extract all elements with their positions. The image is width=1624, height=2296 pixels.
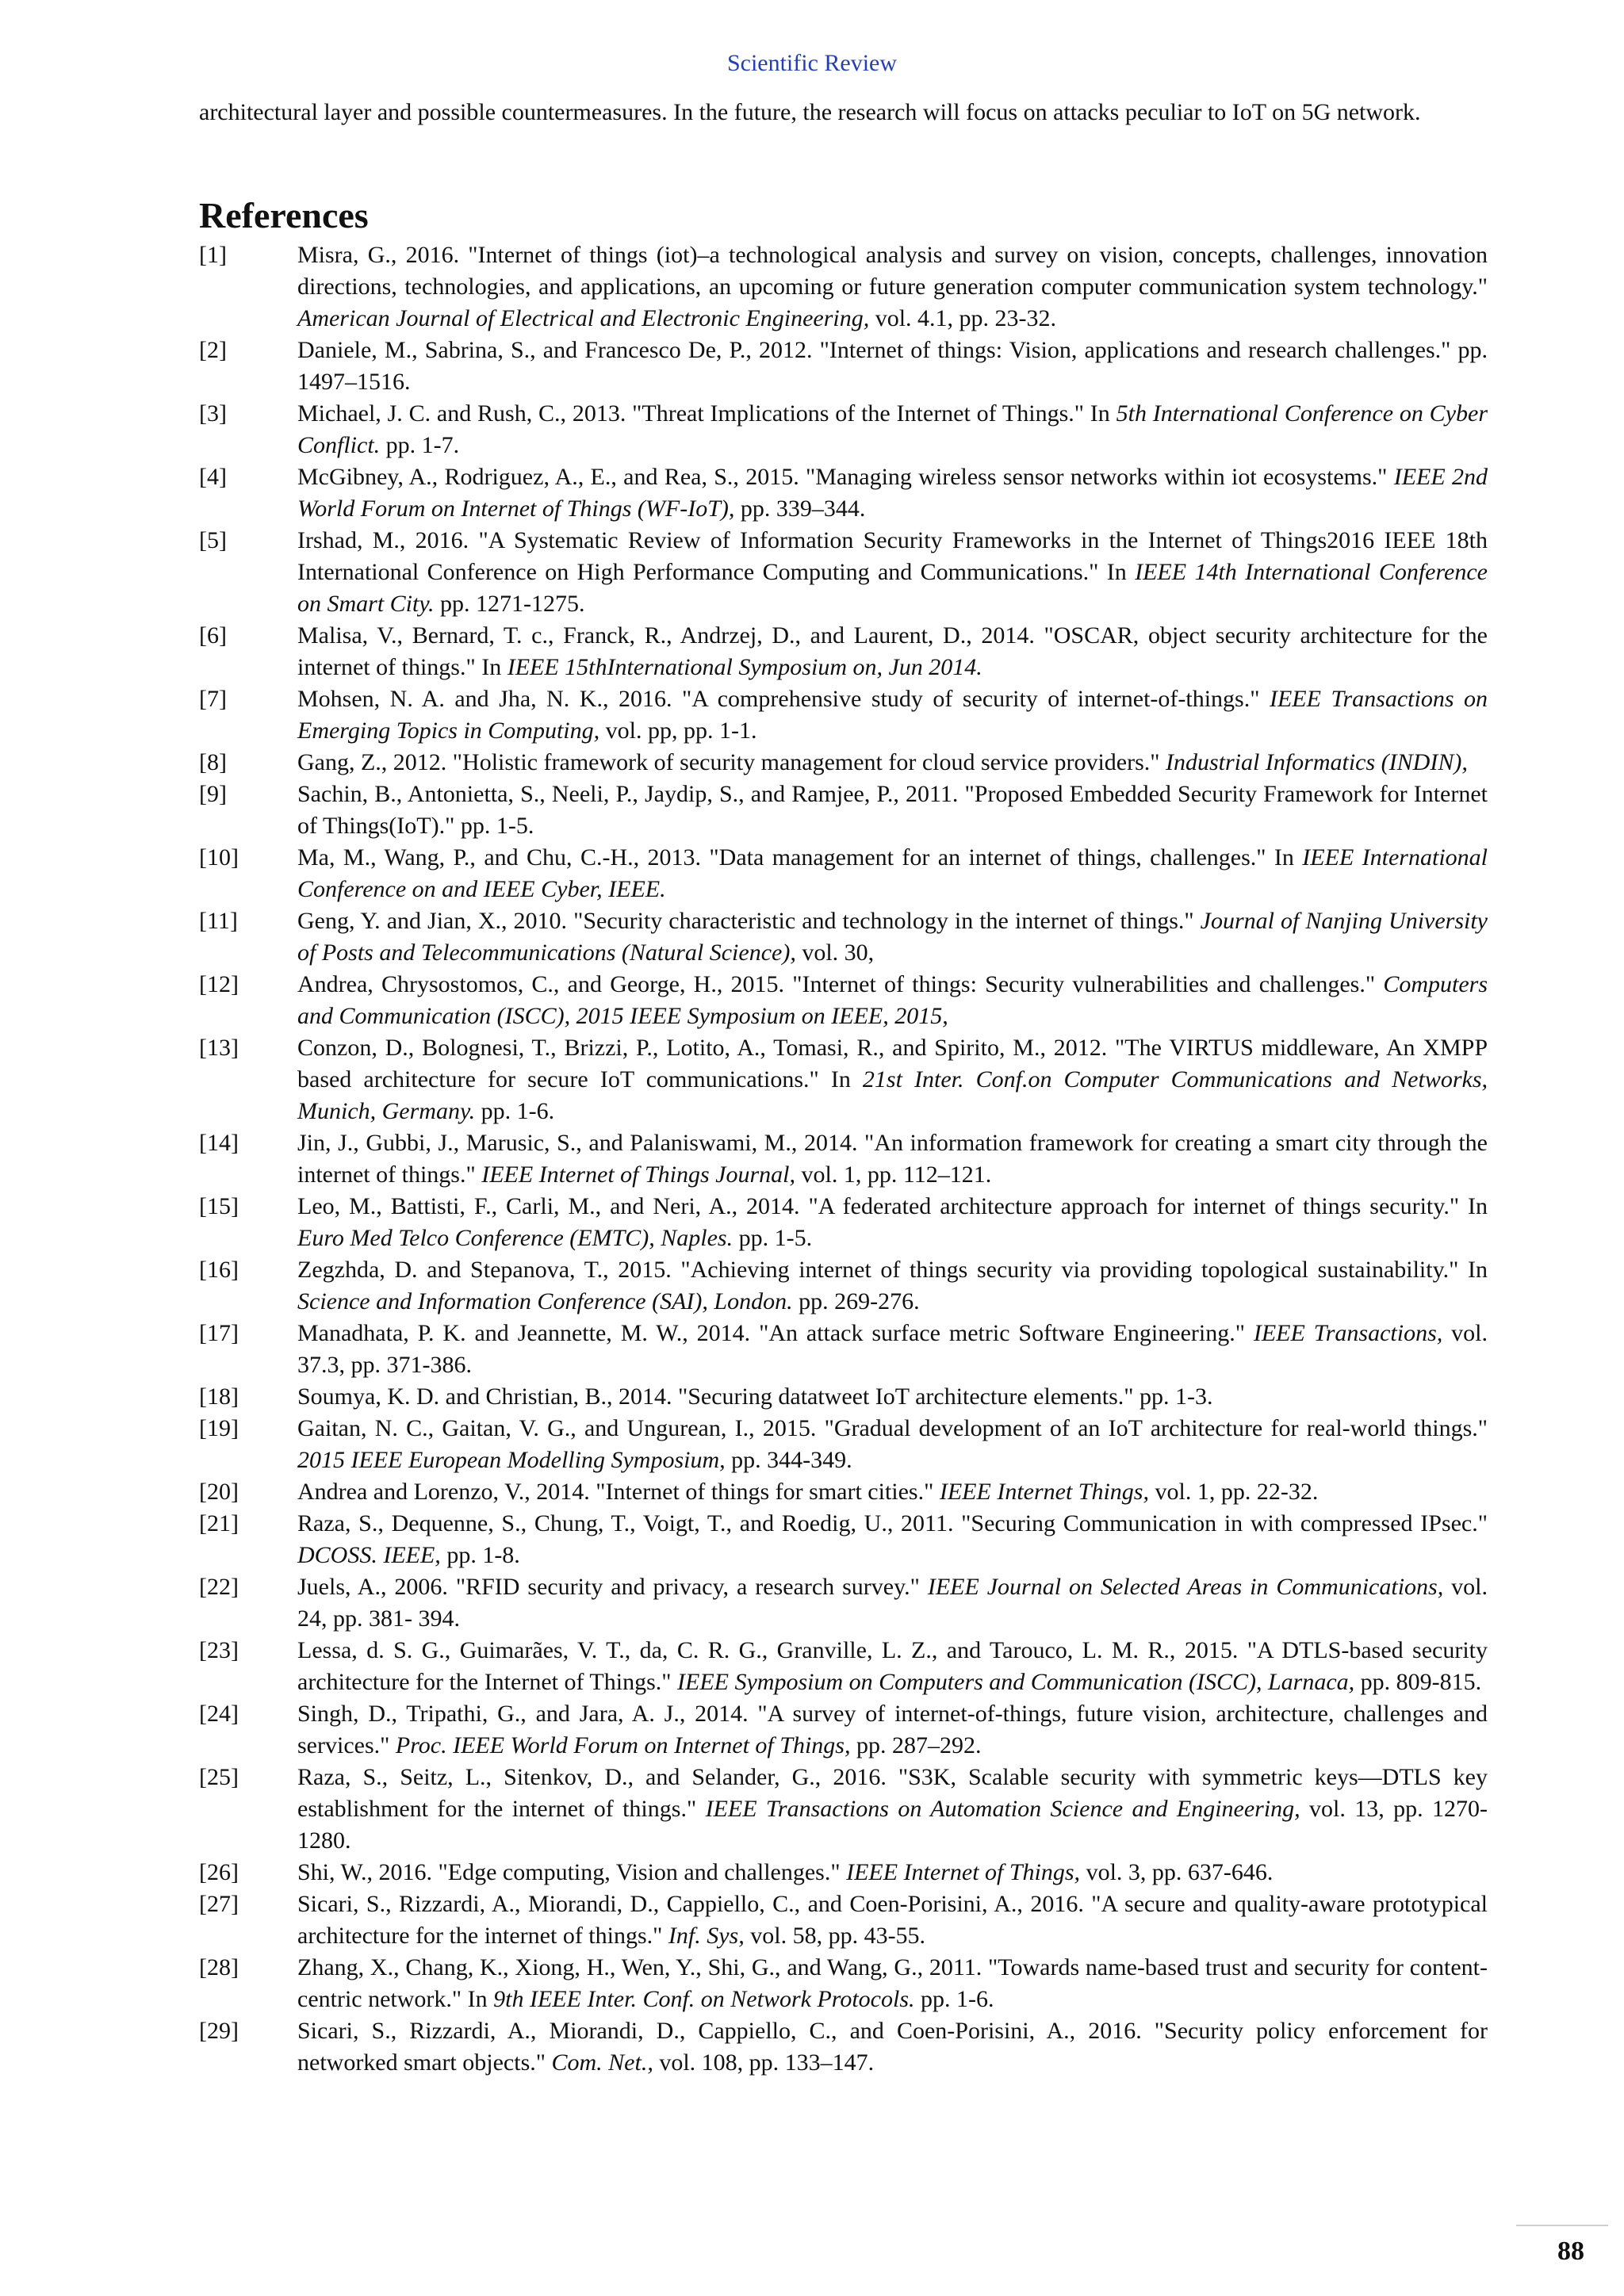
reference-number: [15] (199, 1193, 239, 1219)
reference-item (199, 1888, 1488, 1952)
reference-number: [16] (199, 1257, 239, 1283)
journal-header: Scientific Review (726, 50, 898, 76)
reference-pages: pp. 287–292. (850, 1732, 982, 1758)
reference-text (297, 525, 1488, 620)
intro-paragraph: architectural layer and possible countermeasures. In the future, the research will focus on attacks peculiar to IoT on 5G network. (199, 99, 1421, 125)
reference-venue: Com. Net., (551, 2049, 653, 2076)
reference-item (199, 239, 1488, 335)
reference-citation: Daniele, M., Sabrina, S., and Francesco De, P., 2012. "Internet of things: Vision, applications and research challenges." pp. 1497–1516. (297, 337, 1488, 395)
reference-citation: Raza, S., Seitz, L., Sitenkov, D., and Selander, G., 2016. "S3K, Scalable security with symmetric keys—DTLS key establishment for the internet of things." (297, 1764, 1488, 1822)
reference-item (199, 1191, 1488, 1254)
reference-item (199, 969, 1488, 1032)
reference-item (199, 1381, 1488, 1413)
reference-citation: Mohsen, N. A. and Jha, N. K., 2016. "A comprehensive study of security of internet-of-things." (297, 686, 1270, 712)
reference-text (297, 747, 1488, 779)
reference-text (297, 1571, 1488, 1635)
reference-item (199, 461, 1488, 525)
reference-citation: Gang, Z., 2012. "Holistic framework of security management for cloud service providers." (297, 749, 1166, 775)
footer-divider (1516, 2225, 1608, 2226)
reference-pages: vol. 24, pp. 381- 394. (297, 1574, 1488, 1632)
reference-text (297, 1888, 1488, 1952)
reference-pages: vol. 108, pp. 133–147. (653, 2049, 875, 2076)
reference-number: [9] (199, 781, 227, 807)
reference-venue: IEEE Journal on Selected Areas in Communications, (927, 1574, 1444, 1600)
reference-item (199, 747, 1488, 779)
reference-citation: Lessa, d. S. G., Guimarães, V. T., da, C. R. G., Granville, L. Z., and Tarouco, L. M. R., 2015. "A DTLS-based security architecture for the Internet of Things." (297, 1637, 1488, 1695)
reference-item (199, 2015, 1488, 2079)
reference-text (297, 1127, 1488, 1191)
reference-item (199, 779, 1488, 842)
reference-venue: Euro Med Telco Conference (EMTC), Naples. (297, 1225, 733, 1251)
reference-item (199, 1476, 1488, 1508)
reference-item (199, 1254, 1488, 1318)
reference-pages: pp. 809-815. (1354, 1669, 1482, 1695)
reference-citation: Ma, M., Wang, P., and Chu, C.-H., 2013. "Data management for an internet of things, challenges." In (297, 844, 1303, 871)
reference-citation: Geng, Y. and Jian, X., 2010. "Security characteristic and technology in the internet of things." (297, 908, 1201, 934)
reference-citation: Michael, J. C. and Rush, C., 2013. "Threat Implications of the Internet of Things." In (297, 400, 1116, 427)
reference-item (199, 335, 1488, 398)
reference-pages: pp. 344-349. (725, 1447, 852, 1473)
reference-venue: Science and Information Conference (SAI), London. (297, 1288, 793, 1314)
reference-number: [6] (199, 622, 227, 649)
reference-number: [13] (199, 1035, 239, 1061)
reference-number: [11] (199, 908, 238, 934)
reference-number: [21] (199, 1510, 239, 1536)
reference-number: [14] (199, 1130, 239, 1156)
reference-venue: IEEE Symposium on Computers and Communication (ISCC), Larnaca, (677, 1669, 1355, 1695)
reference-item (199, 398, 1488, 461)
reference-item (199, 905, 1488, 969)
reference-pages: vol. 4.1, pp. 23-32. (869, 305, 1057, 331)
reference-venue: 5th International Conference on Cyber Conflict. (297, 400, 1488, 458)
reference-item (199, 1318, 1488, 1381)
reference-number: [28] (199, 1954, 239, 1980)
reference-number: [26] (199, 1859, 239, 1885)
reference-citation: Malisa, V., Bernard, T. c., Franck, R., Andrzej, D., and Laurent, D., 2014. "OSCAR, object security architecture for the internet of things." In (297, 622, 1488, 680)
reference-pages: vol. 37.3, pp. 371-386. (297, 1320, 1488, 1378)
reference-venue: Journal of Nanjing University of Posts and Telecommunications (Natural Science), (297, 908, 1488, 966)
reference-item (199, 683, 1488, 747)
reference-text (297, 969, 1488, 1032)
reference-text (297, 1318, 1488, 1381)
reference-pages: vol. 1, pp. 112–121. (795, 1161, 992, 1188)
reference-number: [24] (199, 1701, 239, 1727)
reference-venue: IEEE Internet Things, (939, 1479, 1149, 1505)
reference-venue: Proc. IEEE World Forum on Internet of Things, (395, 1732, 851, 1758)
reference-number: [5] (199, 527, 227, 553)
reference-item (199, 1127, 1488, 1191)
reference-text (297, 335, 1488, 398)
reference-citation: Leo, M., Battisti, F., Carli, M., and Neri, A., 2014. "A federated architecture approach for internet of things security." In (297, 1193, 1488, 1219)
reference-pages: pp. 1-8. (440, 1542, 520, 1568)
reference-citation: Sicari, S., Rizzardi, A., Miorandi, D., Cappiello, C., and Coen-Porisini, A., 2016. "A secure and quality-aware prototypical architecture for the internet of things." (297, 1891, 1488, 1949)
reference-venue: IEEE International Conference on and IEEE Cyber, IEEE. (297, 844, 1488, 902)
reference-text (297, 1762, 1488, 1857)
reference-citation: Singh, D., Tripathi, G., and Jara, A. J., 2014. "A survey of internet-of-things, future vision, architecture, challenges and services." (297, 1701, 1488, 1758)
reference-venue: IEEE Transactions on Automation Science and Engineering, (705, 1796, 1300, 1822)
reference-pages: pp. 1-5. (733, 1225, 813, 1251)
reference-venue: Computers and Communication (ISCC), 2015 IEEE Symposium on IEEE, 2015, (297, 971, 1488, 1029)
reference-pages: pp. 1-6. (914, 1986, 994, 2012)
reference-venue: American Journal of Electrical and Electronic Engineering, (297, 305, 870, 331)
reference-number: [4] (199, 464, 227, 490)
reference-venue: DCOSS. IEEE, (297, 1542, 441, 1568)
reference-item (199, 1762, 1488, 1857)
reference-number: [27] (199, 1891, 239, 1917)
reference-citation: Shi, W., 2016. "Edge computing, Vision and challenges." (297, 1859, 847, 1885)
reference-citation: Zegzhda, D. and Stepanova, T., 2015. "Achieving internet of things security via providing topological sustainability." In (297, 1257, 1488, 1283)
reference-venue: IEEE 2nd World Forum on Internet of Things (WF-IoT), (297, 464, 1488, 522)
reference-venue: IEEE Internet of Things, (846, 1859, 1081, 1885)
reference-text (297, 1254, 1488, 1318)
reference-number: [19] (199, 1415, 239, 1441)
reference-citation: Irshad, M., 2016. "A Systematic Review of Information Security Frameworks in the Internet of Things2016 IEEE 18th International Conference on High Performance Computing and Communications." In (297, 527, 1488, 585)
reference-item (199, 1952, 1488, 2015)
reference-citation: Sicari, S., Rizzardi, A., Miorandi, D., Cappiello, C., and Coen-Porisini, A., 2016. "Security policy enforcement for networked smart objects." (297, 2018, 1488, 2076)
reference-pages: vol. 58, pp. 43-55. (744, 1923, 926, 1949)
references-heading: References (199, 195, 369, 235)
reference-citation: Jin, J., Gubbi, J., Marusic, S., and Palaniswami, M., 2014. "An information framework for creating a smart city through the internet of things." (297, 1130, 1488, 1188)
reference-number: [3] (199, 400, 227, 427)
reference-text (297, 239, 1488, 335)
reference-number: [20] (199, 1479, 239, 1505)
page-number: 88 (1557, 2237, 1584, 2266)
reference-number: [29] (199, 2018, 239, 2044)
reference-pages: pp. 269-276. (792, 1288, 920, 1314)
reference-venue: Industrial Informatics (INDIN), (1166, 749, 1468, 775)
reference-item (199, 1635, 1488, 1698)
reference-venue: IEEE Transactions, (1253, 1320, 1443, 1346)
reference-venue: IEEE Transactions on Emerging Topics in Computing, (297, 686, 1488, 744)
reference-text (297, 461, 1488, 525)
reference-text (297, 1857, 1488, 1888)
reference-text (297, 2015, 1488, 2079)
reference-text (297, 1032, 1488, 1127)
reference-number: [1] (199, 242, 227, 268)
reference-text (297, 779, 1488, 842)
reference-item (199, 1857, 1488, 1888)
reference-citation: Juels, A., 2006. "RFID security and privacy, a research survey." (297, 1574, 928, 1600)
reference-text (297, 1952, 1488, 2015)
reference-citation: Sachin, B., Antonietta, S., Neeli, P., Jaydip, S., and Ramjee, P., 2011. "Proposed Embedded Security Framework for Internet of Things(IoT)." pp. 1-5. (297, 781, 1488, 839)
reference-pages: vol. 1, pp. 22-32. (1149, 1479, 1319, 1505)
reference-venue: 2015 IEEE European Modelling Symposium, (297, 1447, 726, 1473)
reference-citation: Andrea, Chrysostomos, C., and George, H., 2015. "Internet of things: Security vulnerabilities and challenges." (297, 971, 1384, 997)
reference-item (199, 620, 1488, 683)
reference-pages: vol. 30, (795, 939, 875, 966)
reference-item (199, 1508, 1488, 1571)
reference-number: [10] (199, 844, 239, 871)
reference-venue: 9th IEEE Inter. Conf. on Network Protocols. (493, 1986, 915, 2012)
reference-venue: 21st Inter. Conf.on Computer Communications and Networks, Munich, Germany. (297, 1066, 1488, 1124)
reference-item (199, 1413, 1488, 1476)
reference-pages: pp. 1-6. (475, 1098, 555, 1124)
reference-text (297, 683, 1488, 747)
reference-number: [2] (199, 337, 227, 363)
references-list (199, 239, 1488, 2079)
reference-citation: Gaitan, N. C., Gaitan, V. G., and Ungurean, I., 2015. "Gradual development of an IoT architecture for real-world things." (297, 1415, 1488, 1441)
reference-text (297, 1698, 1488, 1762)
reference-pages: pp. 1-7. (380, 432, 460, 458)
reference-citation: Raza, S., Dequenne, S., Chung, T., Voigt, T., and Roedig, U., 2011. "Securing Communication in with compressed IPsec." (297, 1510, 1488, 1536)
reference-number: [25] (199, 1764, 239, 1790)
reference-text (297, 1381, 1488, 1413)
reference-number: [8] (199, 749, 227, 775)
reference-pages: pp. 1271-1275. (434, 591, 585, 617)
reference-citation: Misra, G., 2016. "Internet of things (iot)–a technological analysis and survey on vision, concepts, challenges, innovation directions, technologies, and applications, an upcoming or future generation computer communication system technology." (297, 242, 1488, 300)
reference-number: [17] (199, 1320, 239, 1346)
reference-text (297, 905, 1488, 969)
reference-item (199, 525, 1488, 620)
reference-number: [22] (199, 1574, 239, 1600)
reference-pages: pp. 339–344. (734, 496, 866, 522)
reference-venue: IEEE 14th International Conference on Smart City. (297, 559, 1488, 617)
reference-citation: Andrea and Lorenzo, V., 2014. "Internet of things for smart cities." (297, 1479, 940, 1505)
reference-number: [7] (199, 686, 227, 712)
reference-text (297, 620, 1488, 683)
reference-number: [12] (199, 971, 239, 997)
reference-text (297, 842, 1488, 905)
reference-pages: vol. 3, pp. 637-646. (1080, 1859, 1274, 1885)
reference-text (297, 1508, 1488, 1571)
reference-text (297, 1191, 1488, 1254)
reference-citation: Conzon, D., Bolognesi, T., Brizzi, P., Lotito, A., Tomasi, R., and Spirito, M., 2012. "The VIRTUS middleware, An XMPP based architecture for secure IoT communications." In (297, 1035, 1488, 1093)
reference-text (297, 1635, 1488, 1698)
reference-citation: Soumya, K. D. and Christian, B., 2014. "Securing datatweet IoT architecture elements." pp. 1-3. (297, 1383, 1213, 1410)
reference-citation: McGibney, A., Rodriguez, A., E., and Rea, S., 2015. "Managing wireless sensor networks within iot ecosystems." (297, 464, 1394, 490)
reference-text (297, 1476, 1488, 1508)
reference-item (199, 1032, 1488, 1127)
reference-venue: IEEE Internet of Things Journal, (481, 1161, 796, 1188)
reference-item (199, 1571, 1488, 1635)
reference-pages: vol. pp, pp. 1-1. (599, 718, 757, 744)
reference-text (297, 1413, 1488, 1476)
reference-pages: vol. 13, pp. 1270-1280. (297, 1796, 1488, 1854)
reference-item (199, 842, 1488, 905)
reference-number: [18] (199, 1383, 239, 1410)
reference-citation: Manadhata, P. K. and Jeannette, M. W., 2014. "An attack surface metric Software Engineering." (297, 1320, 1254, 1346)
reference-venue: Inf. Sys, (668, 1923, 745, 1949)
reference-text (297, 398, 1488, 461)
reference-venue: IEEE 15thInternational Symposium on, Jun 2014. (507, 654, 982, 680)
reference-citation: Zhang, X., Chang, K., Xiong, H., Wen, Y., Shi, G., and Wang, G., 2011. "Towards name-based trust and security for content-centric network." In (297, 1954, 1488, 2012)
reference-item (199, 1698, 1488, 1762)
reference-number: [23] (199, 1637, 239, 1663)
